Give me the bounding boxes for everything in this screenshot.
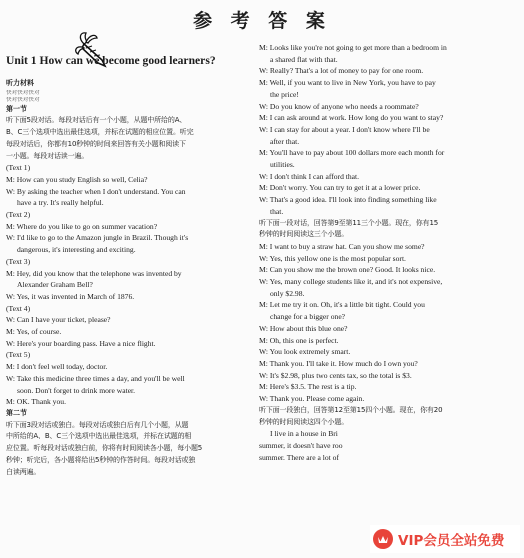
page-title: 参 考 答 案 — [193, 10, 331, 32]
text-line: I live in a house in Bri — [270, 429, 338, 439]
text-line: (Text 5) — [6, 350, 31, 360]
text-line: B、C三个选项中选出最佳选项，并标在试题的相应位置。听完 — [6, 128, 194, 137]
text-line: M: Where do you like to go on summer vacation? — [6, 221, 158, 231]
text-line: M: I don't feel well today, doctor. — [6, 362, 108, 372]
text-line: W: Do you know of anyone who needs a roommate? — [259, 101, 419, 111]
text-line: M: I want to buy a straw hat. Can you show me some? — [259, 241, 425, 251]
text-line: (Text 2) — [6, 210, 31, 220]
text-line: W: You look extremely smart. — [259, 347, 351, 357]
text-line: 秒钟的时间阅读这三个小题。 — [259, 230, 349, 239]
text-line: the price! — [270, 89, 299, 99]
text-line: M: Well, if you want to live in New York, you have to pay — [259, 78, 436, 88]
text-line: change for a bigger one? — [270, 312, 346, 322]
text-line: 第一节 — [6, 104, 27, 113]
text-line: utilities. — [270, 160, 295, 170]
text-line: M: OK. Thank you. — [6, 397, 66, 407]
text-line: M: Looks like you're not going to get more than a bedroom in — [259, 43, 447, 52]
text-line: 快对快对快对 — [6, 89, 40, 96]
text-line: that. — [270, 206, 284, 216]
text-line: 一小题。每段对话读一遍。 — [6, 151, 89, 160]
text-line: only $2.98. — [270, 288, 305, 298]
text-line: W: Yes, it was invented in March of 1876. — [6, 291, 135, 301]
text-line: M: Thank you. I'll take it. How much do I own you? — [259, 358, 418, 368]
text-line: M: Here's $3.5. The rest is a tip. — [259, 382, 357, 392]
vip-badge-icon — [372, 528, 394, 550]
text-line: W: By asking the teacher when I don't understand. You can — [6, 186, 186, 196]
text-line: soon. Don't forget to drink more water. — [17, 385, 136, 395]
text-line: M: Can you show me the brown one? Good. It looks nice. — [259, 265, 436, 275]
text-line: W: Here's your boarding pass. Have a nice flight. — [6, 338, 156, 348]
text-line: 秒钟的时间阅读这四个小题。 — [259, 417, 349, 426]
text-line: a shared flat with that. — [270, 54, 338, 64]
text-line: have a try. It's really helpful. — [17, 198, 104, 208]
vip-watermark — [370, 525, 520, 553]
text-line: 听下面5段对话。每段对话后有一个小题，从题中所给的A、 — [6, 116, 187, 125]
text-line: 听下面3段对话或独白。每段对话或独白后有几个小题，从题 — [6, 420, 189, 429]
text-line: summer, it doesn't have roo — [259, 440, 343, 450]
text-line: summer. There are a lot of — [259, 452, 339, 462]
text-line: W: That's a good idea. I'll look into finding something like — [259, 195, 437, 205]
text-line: 第二节 — [6, 408, 27, 417]
text-line: 听力材料 — [6, 79, 34, 87]
text-line: M: I can ask around at work. How long do you want to stay? — [259, 113, 444, 123]
text-line: W: It's $2.98, plus two cents tax, so the total is $3. — [259, 370, 412, 380]
text-line: 快对快对快对 — [6, 96, 40, 103]
text-line: W: Thank you. Please come again. — [259, 394, 365, 404]
text-line: Alexander Graham Bell? — [17, 280, 93, 290]
unit-title: Unit 1 How can we become good learners? — [6, 54, 216, 67]
text-line: (Text 3) — [6, 256, 31, 266]
text-line: 听下面一段独白，回答第12至第15四个小题。现在，你有20 — [259, 405, 443, 414]
right-column-text — [259, 42, 521, 463]
text-line: 秒钟；听完后，各小题将给出5秒钟的作答时间。每段对话或独 — [6, 455, 196, 464]
text-line: W: Can I have your ticket, please? — [6, 315, 111, 325]
text-line: 中所给的A、B、C三个选项中选出最佳选项，并标在试题的相 — [6, 432, 192, 441]
text-line: W: Take this medicine three times a day, and you'll be well — [6, 373, 185, 383]
text-line: W: I can stay for about a year. I don't know where I'll be — [259, 124, 430, 134]
text-line: M: Yes, of course. — [6, 327, 62, 337]
watermark-text: VIP会员全站免费 — [398, 533, 505, 549]
text-line: W: Really? That's a lot of money to pay for one room. — [259, 66, 424, 76]
text-line: M: Oh, this one is perfect. — [259, 335, 339, 345]
text-line: 应位置。听每段对话或独白前，你将有时间阅读各小题，每小题5 — [6, 444, 203, 453]
text-line: M: Hey, did you know that the telephone was invented by — [6, 268, 182, 278]
text-line: M: Let me try it on. Oh, it's a little bit tight. Could you — [259, 300, 425, 310]
left-column-text — [6, 78, 258, 478]
text-line: after that. — [270, 136, 300, 146]
text-line: (Text 4) — [6, 303, 31, 313]
text-line: M: How can you study English so well, Celia? — [6, 174, 148, 184]
text-line: W: I don't think I can afford that. — [259, 171, 360, 181]
text-line: W: Yes, many college students like it, and it's not expensive, — [259, 277, 443, 287]
text-line: M: Don't worry. You can try to get it at a lower price. — [259, 183, 421, 193]
text-line: 听下面一段对话，回答第9至第11三个小题。现在，你有15 — [259, 218, 439, 227]
text-line: M: You'll have to pay about 100 dollars more each month for — [259, 148, 445, 158]
text-line: W: How about this blue one? — [259, 323, 348, 333]
text-line: dangerous, it's interesting and exciting. — [17, 245, 136, 255]
text-line: W: I'd like to go to the Amazon jungle in Brazil. Though it's — [6, 233, 189, 243]
text-line: W: Yes, this yellow one is the most popular sort. — [259, 253, 406, 263]
text-line: 白读两遍。 — [6, 467, 41, 476]
text-line: (Text 1) — [6, 163, 31, 173]
text-line: 每段对话后，你都有10秒钟的时间来回答有关小题和阅读下 — [6, 139, 186, 148]
